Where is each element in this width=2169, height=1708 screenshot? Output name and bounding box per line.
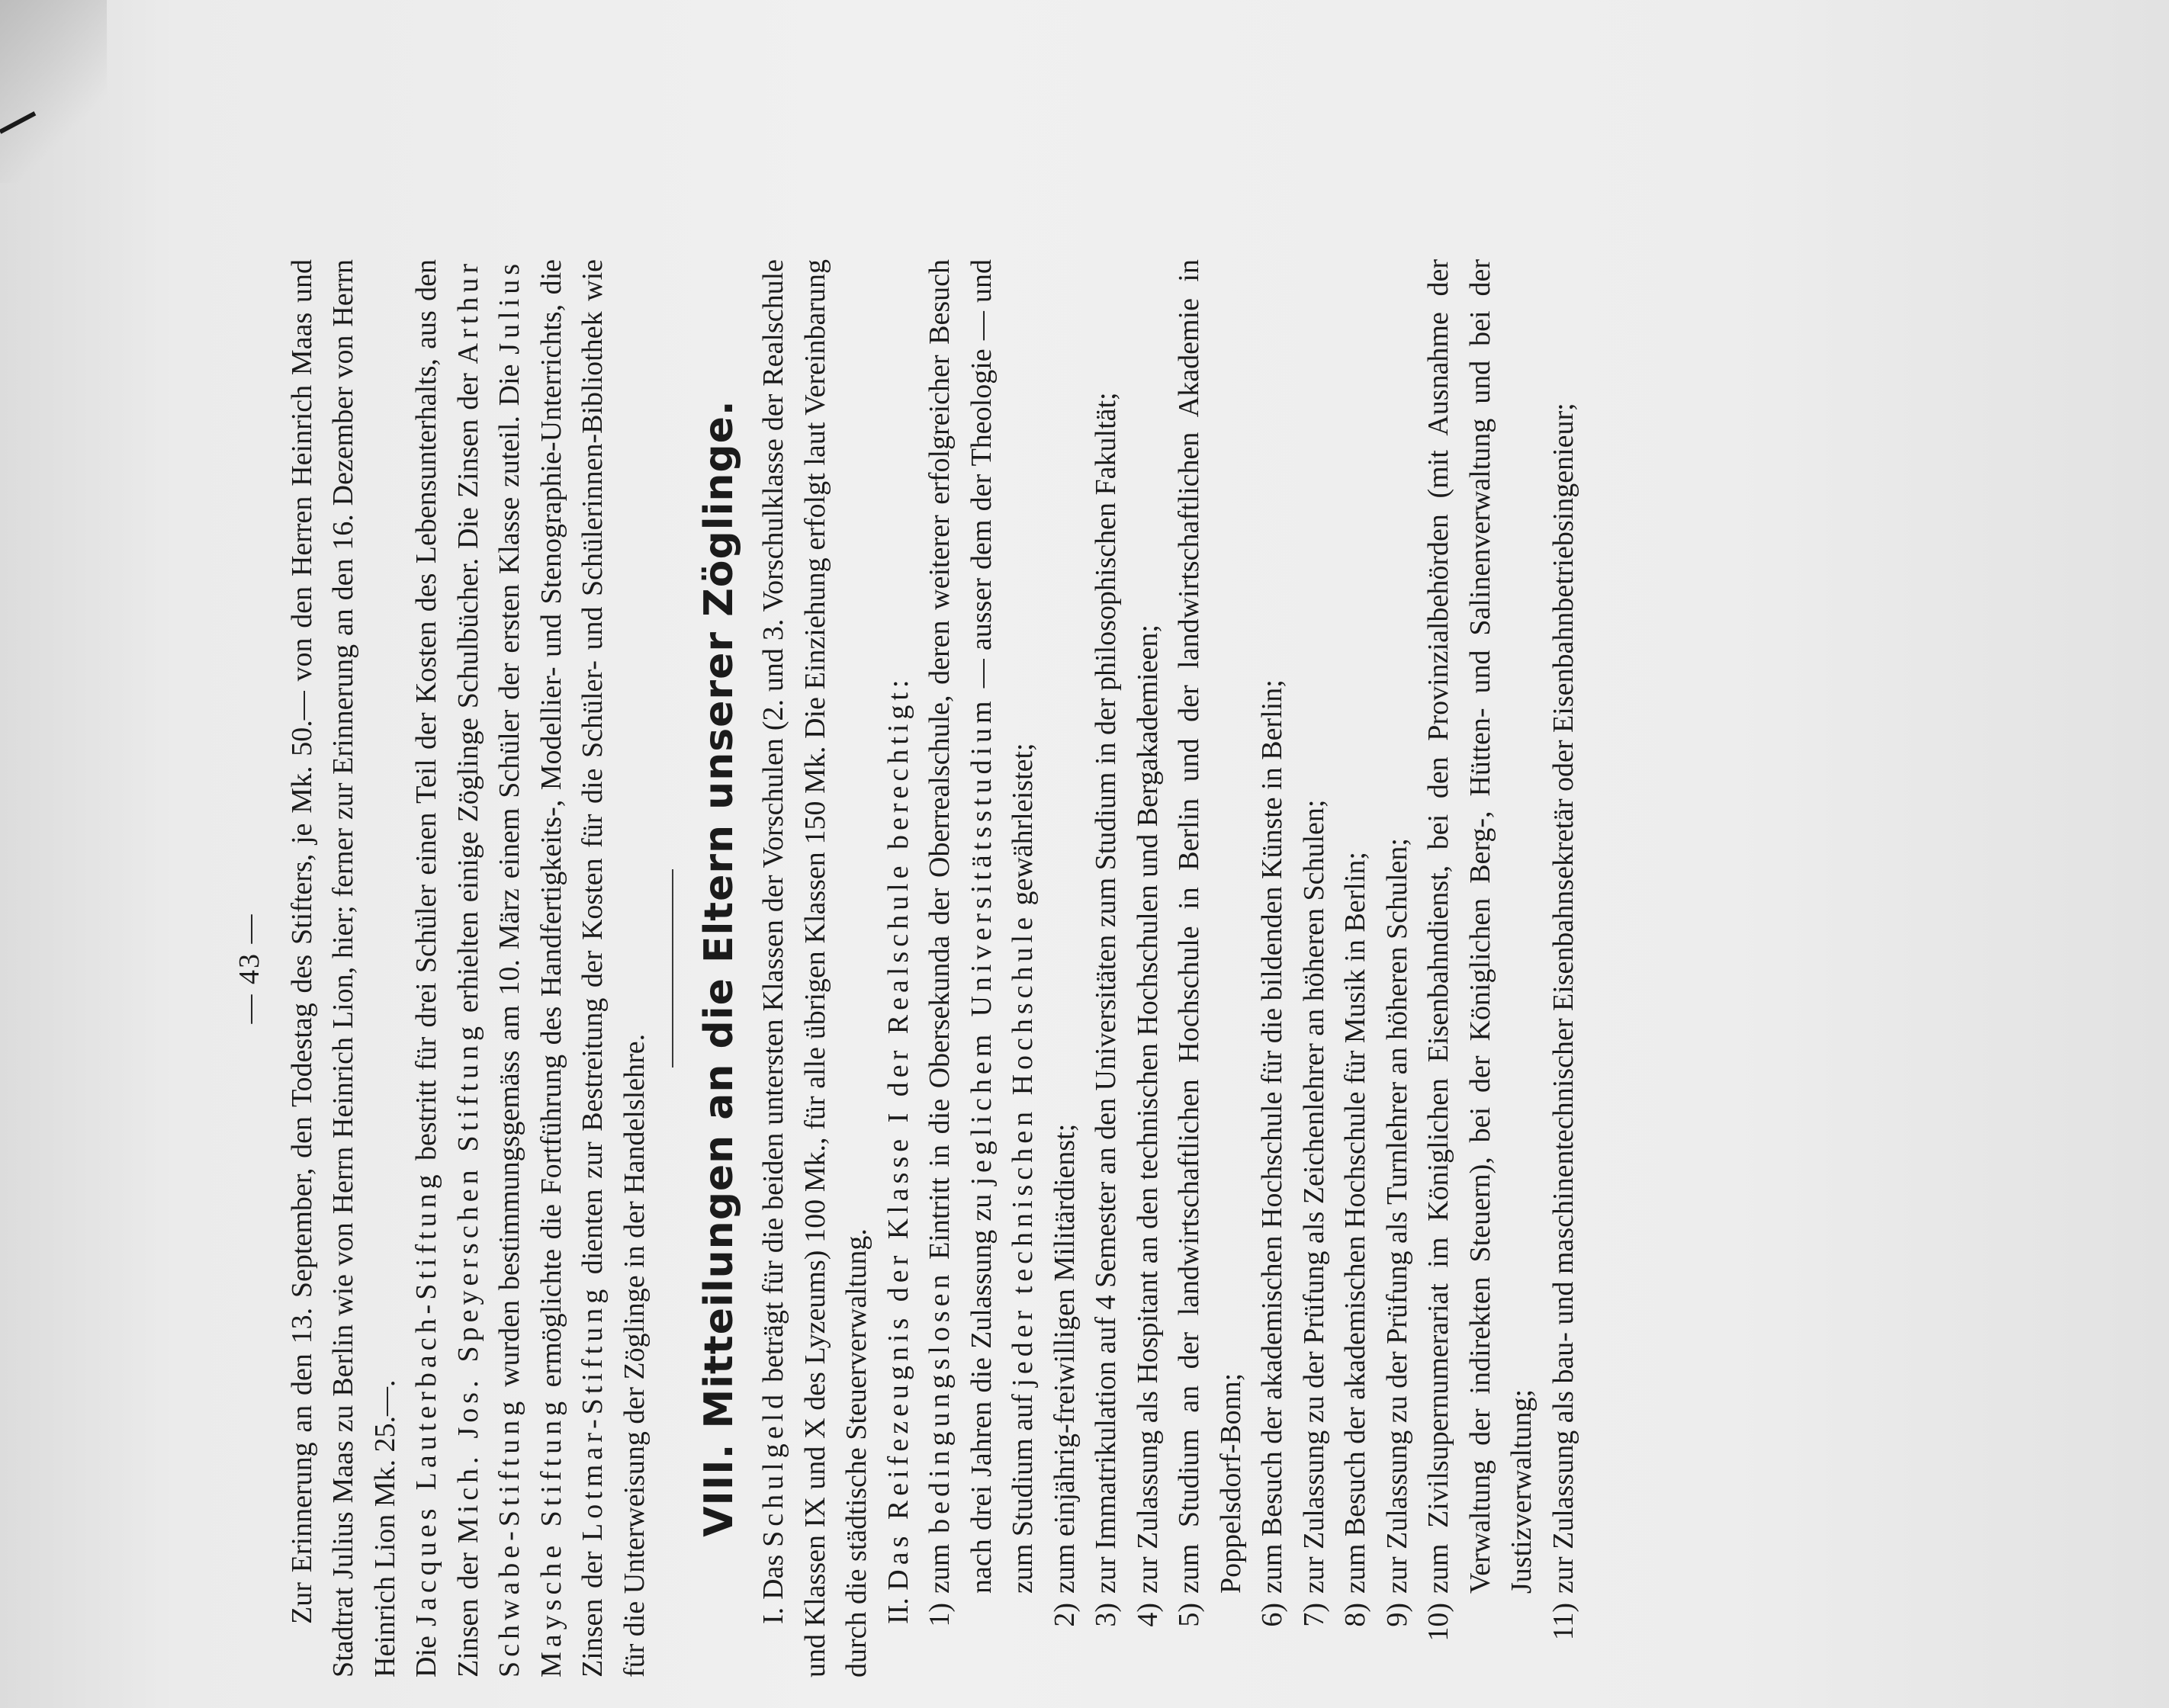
foundation-name: Julius Maysche Stiftung (493, 259, 567, 1678)
school-fee-paragraph (753, 259, 878, 1678)
list-item-number: 6) (1256, 1603, 1288, 1627)
list-item (1085, 259, 1127, 1678)
foundation-name: Mich. Jos. Speyerschen Stiftung (451, 1022, 484, 1544)
intro-paragraph: Zur Erinnerung an den 13. September, den Todestag des Stifters, je Mk. 50.— von den Herren Heinrich Maas und Stadtrat Julius Maas zu Berlin wie von Herrn Heinrich Lion, hier; ferner zur Erinnerung an den 16. Dezember von Herrn Heinrich Lion Mk. 25.—. (285, 259, 401, 1678)
list-item-text (919, 259, 1044, 1594)
list-item-number: 11) (1547, 1603, 1579, 1641)
list-item (1543, 259, 1585, 1678)
list-item-text: zum Zivilsupernumerariat im Königlichen Eisenbahndienst, bei den Provinzialbehörden (mit Ausnahme der Verwaltung der indirekten Steuern), bei der Königlichen Berg-, Hütten- und Salinenverwaltung und bei der Justizverwaltung; (1422, 259, 1538, 1594)
paragraph-text: I. Das (757, 1546, 789, 1624)
foundation-name: Lotmar-Stiftung (577, 1284, 609, 1541)
list-item (1335, 259, 1377, 1678)
list-item-number: 1) (924, 1603, 956, 1627)
list-item-text: zum einjährig-freiwilligen Militärdienst; (1048, 1123, 1081, 1594)
emphasized-term: jeder technischen Hochschule (1007, 913, 1039, 1387)
foundations-text: Die (410, 1626, 442, 1678)
list-item-text: zur Zulassung als Hospitant an den technischen Hochschulen und Bergakademieen; (1131, 624, 1164, 1594)
page-corner-shadow (0, 0, 107, 183)
foundations-text: ermöglichte die Fortführung des Handfertigkeits-, Modellier- und Stenographie-Unterrichts, die Zinsen der (535, 259, 609, 1678)
paragraph-text: II. (882, 1590, 914, 1624)
list-item-number: 4) (1131, 1603, 1164, 1627)
list-item-number: 7) (1297, 1603, 1330, 1627)
list-item (1293, 259, 1335, 1678)
list-item-text-part: zum (924, 1533, 956, 1594)
rotated-page-content (229, 259, 2059, 1678)
list-item-text: zur Zulassung zu der Prüfung als Zeichenlehrer an höheren Schulen; (1297, 799, 1330, 1594)
section-divider (672, 869, 673, 1068)
list-item-text: zur Immatrikulation auf 4 Semester an den Universitäten zum Studium in der philosophischen Fakultät; (1090, 392, 1122, 1594)
emphasized-term: bedingungslosen (924, 1270, 956, 1533)
list-item-number: 2) (1048, 1603, 1081, 1627)
foundations-text: bestritt für drei Schüler einen Teil der Kosten des Lebensunterhalts, aus den Zinsen der (410, 258, 484, 1678)
certificate-heading (878, 259, 920, 1678)
foundations-text: wurden bestimmungsgemäss am 10. März einem Schüler der ersten Klasse zuteil. Die (493, 354, 525, 1397)
foundations-paragraph (406, 259, 655, 1678)
list-item (1168, 259, 1252, 1678)
list-item (1252, 259, 1293, 1678)
foundations-text: dienten zur Bestreitung der Kosten für die Schüler- und Schülerinnen-Bibliothek wie für die Unterweisung der Zöglinge in der Handelslehre. (577, 259, 651, 1678)
list-item-number: 9) (1380, 1603, 1413, 1627)
list-item (1418, 259, 1543, 1678)
list-item (1127, 259, 1169, 1678)
list-item-text: zur Zulassung zu der Prüfung als Turnlehrer an höheren Schulen; (1380, 838, 1413, 1594)
list-item-number: 8) (1339, 1603, 1371, 1627)
list-item-text: zum Besuch der akademischen Hochschule für die bildenden Künste in Berlin; (1256, 679, 1288, 1594)
list-item-text-part: — ausser dem der Theologie — und zum Studium auf (965, 259, 1039, 1594)
foundations-text: erhielten einige Zöglinge Schulbücher. Die Zinsen der (451, 364, 484, 1023)
list-item-text: zum Besuch der akademischen Hochschule für Musik in Berlin; (1339, 852, 1371, 1594)
list-item-number: 5) (1173, 1603, 1205, 1627)
page-number: — 43 — (233, 913, 265, 1024)
list-item-number: 10) (1422, 1603, 1454, 1642)
list-item-text-part: gewährleistet; (1007, 743, 1039, 913)
emphasized-term: jeglichem Universitätsstudium (965, 696, 998, 1186)
paragraph-text: beträgt für die beiden untersten Klassen der Vorschulen (2. und 3. Vorschulklasse der Realschule und Klassen IX und X des Lyzeums) 100 Mk., für alle übrigen Klassen 150 Mk. Die Einziehung erfolgt laut Vereinbarung durch die städtische Steuerverwaltung. (757, 259, 872, 1678)
list-item-text-part: Eintritt in die Obersekunda der Oberrealschule, deren weiterer erfolgreicher Besuch nach drei Jahren die Zulassung zu (924, 259, 998, 1594)
list-item-number: 3) (1090, 1603, 1122, 1627)
foundation-name: Arthur Schwabe-Stiftung (451, 259, 525, 1678)
emphasized-term: Schulgeld (757, 1389, 789, 1547)
list-item (1377, 259, 1419, 1678)
list-item (1044, 259, 1086, 1678)
list-item (919, 259, 1044, 1678)
entitlements-list (919, 259, 1584, 1678)
list-item-text: zum Studium an der landwirtschaftlichen Hochschule in Berlin und der landwirtschaftlichen Akademie in Poppelsdorf-Bonn; (1173, 259, 1247, 1594)
list-item-text: zur Zulassung als bau- und maschinentechnischer Eisenbahnsekretär oder Eisenbahnbetriebsingenieur; (1547, 403, 1579, 1594)
emphasized-term: Das Reifezeugnis der Klasse I der Realschule berechtigt: (882, 675, 914, 1591)
foundation-name: Jacques Lauterbach-Stiftung (410, 1170, 442, 1626)
section-title: VIII. Mitteilungen an die Eltern unserer Zöglinge. (696, 400, 742, 1537)
